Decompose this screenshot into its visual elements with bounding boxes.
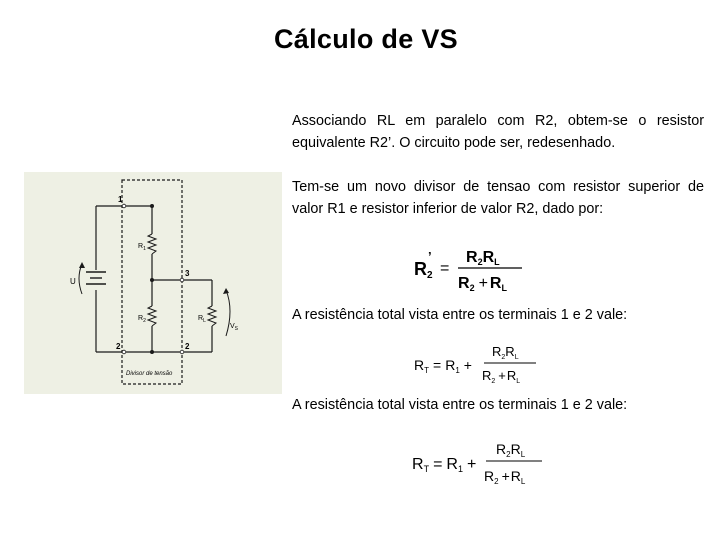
f1-num-a: R xyxy=(466,249,478,266)
f3-r1-sub: 1 xyxy=(457,464,463,474)
f1-lhs-sub: 2 xyxy=(427,270,433,281)
f3-r1: R xyxy=(446,456,458,473)
node-dot-top xyxy=(150,204,154,208)
paragraph-parallel-association: Associando RL em paralelo com R2, obtem-se o resistor equivalente R2’. O circuito pode ser, redesenhado. xyxy=(292,113,704,151)
f3-den-b: R xyxy=(510,468,521,484)
f3-lhs: R xyxy=(412,456,424,473)
formula-total-resistance-1 xyxy=(412,342,542,390)
vs-label: V xyxy=(230,323,235,330)
formula-r2-equivalent xyxy=(414,244,534,296)
source-u-label: U xyxy=(70,277,76,286)
r2-label: R xyxy=(138,315,144,322)
f1-plus: + xyxy=(478,275,488,292)
f1-den-a-sub: 2 xyxy=(469,283,475,293)
f2-num-a: R xyxy=(492,344,502,359)
paragraph-new-divider: Tem-se um novo divisor de tensao com resistor superior de valor R1 e resistor inferior de valor R2, dado por: xyxy=(292,179,704,217)
svg-text:RT=R1+ xyxy=(414,357,472,375)
f3-plus: + xyxy=(466,456,477,473)
svg-text:R2RL xyxy=(466,249,500,267)
svg-text:RT=R1+ xyxy=(412,456,476,474)
terminal-2-right xyxy=(180,350,184,354)
f3-eq: = xyxy=(433,456,443,473)
f2-num-a-sub: 2 xyxy=(501,354,506,361)
node-2-left-label: 2 xyxy=(116,342,121,351)
r1-label: R xyxy=(138,243,144,250)
f3-den-a-sub: 2 xyxy=(494,477,499,486)
node-3-label: 3 xyxy=(185,269,190,278)
f2-num-b: R xyxy=(505,344,515,359)
node-dot-bottom xyxy=(150,350,154,354)
svg-text:R2+RL xyxy=(482,368,520,385)
f3-num-a: R xyxy=(496,441,507,457)
f3-den-a: R xyxy=(484,468,495,484)
terminal-3 xyxy=(180,278,184,282)
f3-plus2: + xyxy=(501,468,510,484)
rl-label: R xyxy=(198,315,204,322)
f2-lhs: R xyxy=(414,357,425,373)
f1-den-b-sub: L xyxy=(501,283,507,293)
formula-total-resistance-2 xyxy=(410,437,550,493)
f2-r1-sub: 1 xyxy=(455,366,460,375)
f2-plus: + xyxy=(463,357,472,373)
vs-sub: S xyxy=(234,326,239,332)
r2-sub: 2 xyxy=(143,318,146,324)
f1-lhs: R xyxy=(414,259,427,279)
f3-num-a-sub: 2 xyxy=(506,450,511,459)
f2-num-b-sub: L xyxy=(514,354,519,361)
f2-plus2: + xyxy=(498,368,506,383)
svg-text:R2+RL xyxy=(458,275,507,293)
node-dot-mid xyxy=(150,278,154,282)
f1-lhs-prime: ’ xyxy=(428,249,432,264)
svg-text:R2RL xyxy=(496,441,526,459)
f1-num-a-sub: 2 xyxy=(477,257,483,267)
f3-num-b: R xyxy=(510,441,521,457)
voltage-divider-circuit xyxy=(24,172,282,394)
f2-lhs-sub: T xyxy=(424,366,430,375)
paragraph-total-resistance-1: A resistência total vista entre os terminais 1 e 2 vale: xyxy=(292,307,628,323)
node-1-label: 1 xyxy=(118,195,123,204)
paragraph-total-resistance-2: A resistência total vista entre os terminais 1 e 2 vale: xyxy=(292,397,628,413)
f2-den-b: R xyxy=(506,368,517,383)
f1-num-b-sub: L xyxy=(494,257,500,267)
f2-den-a: R xyxy=(482,368,492,383)
f1-den-b: R xyxy=(489,275,502,292)
terminal-1 xyxy=(122,204,126,208)
node-2-right-label: 2 xyxy=(185,342,190,351)
f3-den-b-sub: L xyxy=(520,477,526,486)
f3-lhs-sub: T xyxy=(423,464,430,474)
f1-den-a: R xyxy=(458,275,470,292)
svg-text:R2+RL xyxy=(484,468,526,486)
rl-sub: L xyxy=(203,318,206,324)
f2-den-a-sub: 2 xyxy=(491,378,496,385)
page-title: Cálculo de VS xyxy=(274,24,458,54)
svg-text:R2RL xyxy=(492,344,519,361)
divider-label: Divisor de tensão xyxy=(126,371,173,377)
r1-sub: 1 xyxy=(143,246,146,252)
f3-num-b-sub: L xyxy=(520,450,526,459)
terminal-2-left xyxy=(122,350,126,354)
f2-r1: R xyxy=(445,357,456,373)
f2-den-b-sub: L xyxy=(516,378,521,385)
f1-eq: = xyxy=(440,260,450,277)
f2-eq: = xyxy=(433,357,442,373)
f1-num-b: R xyxy=(482,249,495,266)
